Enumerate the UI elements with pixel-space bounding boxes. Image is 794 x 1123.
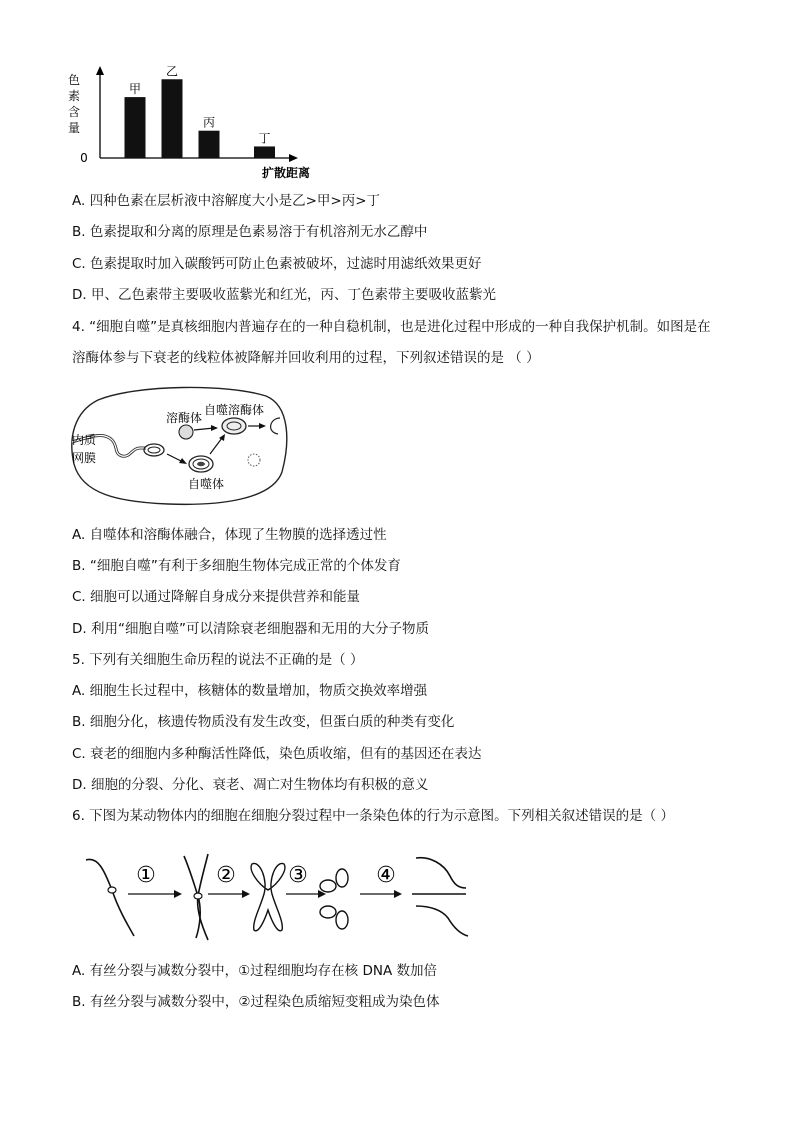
- q4-stem-line1: 4. “细胞自噬”是真核细胞内普遍存在的一种自稳机制，也是进化过程中形成的一种自我保护机制。如图是在: [72, 319, 711, 335]
- q3-option-d: D. 甲、乙色素带主要吸收蓝紫光和红光，丙、丁色素带主要吸收蓝紫光: [72, 287, 496, 303]
- chromosome-behavior-diagram: [84, 850, 476, 942]
- arrow-head: [211, 425, 218, 431]
- residue-dots: [248, 454, 260, 466]
- q4-option-b: B. “细胞自噬”有利于多细胞生物体完成正常的个体发育: [72, 558, 401, 574]
- condensed-chromosome: [251, 863, 285, 930]
- q6-stem: 6. 下图为某动物体内的细胞在细胞分裂过程中一条染色体的行为示意图。下列相关叙述错误的是（ ）: [72, 808, 674, 824]
- label-er-2: 网膜: [72, 451, 97, 465]
- bar-label-4: 丁: [258, 131, 271, 146]
- arrow-head: [242, 890, 250, 898]
- q3-option-b: B. 色素提取和分离的原理是色素易溶于有机溶剂无水乙醇中: [72, 224, 428, 240]
- bar-2: [162, 79, 183, 158]
- bar-group: [125, 64, 276, 158]
- phagophore: [144, 444, 164, 456]
- centromere: [194, 893, 202, 899]
- q4-stem-line2: 溶酶体参与下衰老的线粒体被降解并回收利用的过程，下列叙述错误的是 （ ）: [72, 350, 540, 366]
- bar-label-3: 丙: [202, 115, 216, 130]
- q4-option-c: C. 细胞可以通过降解自身成分来提供营养和能量: [72, 589, 361, 605]
- step-1-label: ①: [136, 863, 156, 888]
- bar-1: [125, 97, 146, 158]
- label-autolysosome: 自噬溶酶体: [204, 403, 265, 417]
- chromatid-blob: [320, 906, 336, 918]
- chromosome-strand: [416, 906, 468, 936]
- q5-option-d: D. 细胞的分裂、分化、衰老、凋亡对生物体均有积极的意义: [72, 777, 429, 793]
- q4-option-a: A. 自噬体和溶酶体融合，体现了生物膜的选择透过性: [72, 527, 387, 543]
- q5-option-b: B. 细胞分化，核遗传物质没有发生改变，但蛋白质的种类有变化: [72, 714, 455, 730]
- arrow: [210, 438, 222, 454]
- y-axis-label-char: 素: [67, 89, 81, 103]
- q5-option-a: A. 细胞生长过程中，核糖体的数量增加，物质交换效率增强: [72, 683, 428, 699]
- y-axis-label-char: 量: [67, 121, 81, 135]
- chromatin-strand: [86, 859, 134, 936]
- autolysosome: [222, 418, 246, 434]
- q4-option-d: D. 利用“细胞自噬”可以清除衰老细胞器和无用的大分子物质: [72, 621, 429, 637]
- arrow-head: [394, 890, 402, 898]
- q6-option-a: A. 有丝分裂与减数分裂中，①过程细胞均存在核 DNA 数加倍: [72, 963, 437, 979]
- autophagy-cell-diagram: [68, 382, 293, 508]
- chromatid-blob: [336, 911, 348, 929]
- y-axis-arrow: [96, 66, 104, 75]
- chromosome-strand: [416, 858, 466, 888]
- step-2-label: ②: [216, 863, 236, 888]
- q5-stem: 5. 下列有关细胞生命历程的说法不正确的是（ ）: [72, 652, 364, 668]
- bar-label-1: 甲: [128, 82, 142, 97]
- pigment-bar-chart: [66, 64, 336, 184]
- q3-option-a: A. 四种色素在层析液中溶解度大小是乙>甲>丙>丁: [72, 193, 381, 209]
- lysosome: [179, 425, 193, 439]
- y-axis-label-char: 含: [67, 105, 81, 119]
- q5-option-c: C. 衰老的细胞内多种酶活性降低，染色质收缩，但有的基因还在表达: [72, 746, 482, 762]
- arrow-head: [259, 423, 266, 429]
- bar-label-2: 乙: [165, 64, 179, 79]
- mitochondrion: [148, 447, 160, 453]
- label-er-1: 内质: [72, 433, 97, 447]
- q6-option-b: B. 有丝分裂与减数分裂中，②过程染色质缩短变粗成为染色体: [72, 994, 440, 1010]
- bar-3: [199, 131, 220, 158]
- x-axis-arrow: [289, 154, 298, 162]
- label-autophagosome: 自噬体: [188, 477, 225, 491]
- centromere: [108, 887, 116, 893]
- exocytosis-vesicle: [271, 418, 280, 434]
- mitochondrion: [197, 462, 205, 466]
- step-4-label: ④: [376, 863, 396, 888]
- label-lysosome: 溶酶体: [166, 411, 203, 425]
- origin-label: 0: [80, 151, 88, 165]
- step-3-label: ③: [288, 863, 308, 888]
- bar-4: [254, 146, 275, 158]
- chromatid-blob: [320, 880, 336, 892]
- y-axis-label-char: 色: [67, 73, 81, 87]
- x-axis-label: 扩散距离: [261, 166, 311, 180]
- chromatid-blob: [336, 869, 348, 887]
- q3-option-c: C. 色素提取时加入碳酸钙可防止色素被破坏，过滤时用滤纸效果更好: [72, 256, 482, 272]
- arrow-head: [174, 890, 182, 898]
